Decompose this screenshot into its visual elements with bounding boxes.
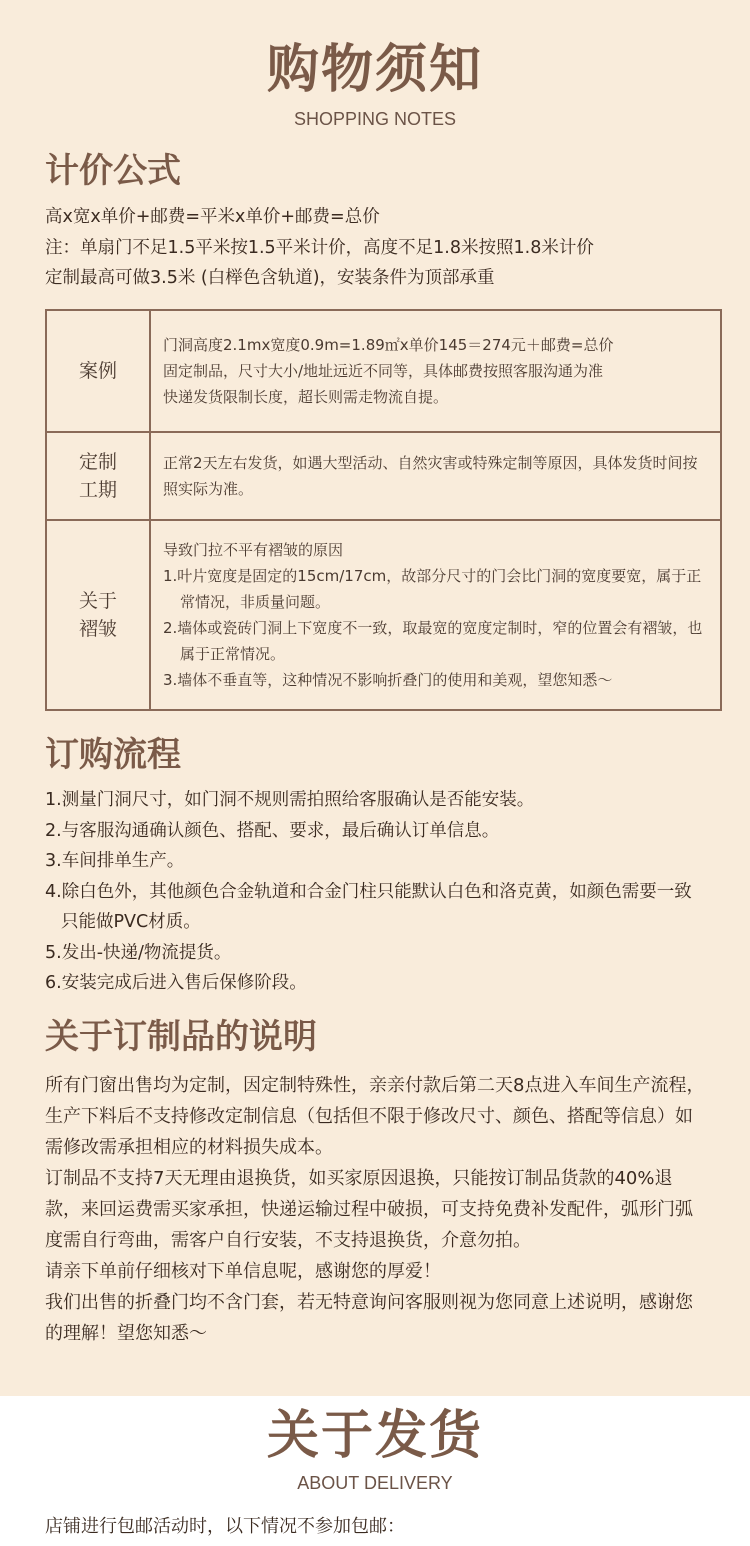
process-steps (45, 785, 705, 999)
list-item: 5.发出-快递/物流提货。 (45, 942, 232, 963)
paragraph: 所有门窗出售均为定制，因定制特殊性，亲亲付款后第二天8点进入车间生产流程，生产下料后不支持修改定制信息（包括但不限于修改尺寸、颜色、搭配等信息）如需修改需承担相应的材料损失成本。 (45, 1075, 705, 1158)
pricing-line: 注：单扇门不足1.5平米按1.5平米计价，高度不足1.8米按照1.8米计价 (45, 237, 594, 258)
pricing-title: 计价公式 (45, 151, 181, 191)
process-title: 订购流程 (45, 735, 181, 775)
row-content-wrinkles: 导致门拉不平有褶皱的原因 1.叶片宽度是固定的15cm/17cm，故部分尺寸的门会比门洞的宽度要宽，属于正常情况，非质量问题。 2.墙体或瓷砖门洞上下宽度不一致，取最宽的宽度定制时，窄的位置会有褶皱，也属于正常情况。 3.墙体不垂直等，这种情况不影响折叠门的使用和美观，望您知悉～ (150, 520, 721, 710)
paragraph: 请亲下单前仔细核对下单信息呢，感谢您的厚爱！ (45, 1261, 441, 1282)
row-label-lead-time: 定制 工期 (46, 432, 150, 520)
table-row (46, 520, 721, 710)
list-item: 4.除白色外，其他颜色合金轨道和合金门柱只能默认白色和洛克黄，如颜色需要一致只能做PVC材质。 (45, 881, 692, 932)
pricing-line: 定制最高可做3.5米 (白榉色含轨道)，安装条件为顶部承重 (45, 268, 495, 288)
delivery-section (0, 1396, 750, 1546)
row-content-lead-time: 正常2天左右发货，如遇大型活动、自然灾害或特殊定制等原因，具体发货时间按照实际为准。 (150, 432, 721, 520)
list-item: 2.与客服沟通确认颜色、搭配、要求，最后确认订单信息。 (45, 820, 500, 841)
info-table (45, 309, 722, 711)
row-label-wrinkles: 关于 褶皱 (46, 520, 150, 710)
list-item: 6.安装完成后进入售后保修阶段。 (45, 973, 307, 993)
pricing-lines (45, 202, 715, 294)
custom-title: 关于订制品的说明 (45, 1017, 317, 1057)
row-content-case: 门洞高度2.1mx宽度0.9m=1.89㎡x单价145＝274元＋邮费=总价 固定制品，尺寸大小/地址远近不同等，具体邮费按照客服沟通为准 快递发货限制长度，超长则需走物流自提。 (150, 310, 721, 432)
list-item: 1.测量门洞尺寸，如门洞不规则需拍照给客服确认是否能安装。 (45, 790, 535, 810)
table-row (46, 310, 721, 432)
paragraph: 我们出售的折叠门均不含门套，若无特意询问客服则视为您同意上述说明，感谢您的理解！望您知悉～ (45, 1292, 693, 1344)
paragraph: 订制品不支持7天无理由退换货，如买家原因退换，只能按订制品货款的40%退款，来回运费需买家承担，快递运输过程中破损，可支持免费补发配件，弧形门弧度需自行弯曲，需客户自行安装，不支持退换货，介意勿拍。 (45, 1168, 693, 1251)
custom-paragraphs (45, 1070, 707, 1349)
list-item: 3.车间排单生产。 (45, 851, 185, 871)
pricing-line: 高x宽x单价+邮费=平米x单价+邮费=总价 (45, 207, 380, 227)
delivery-title: 关于发货 (266, 1406, 483, 1466)
delivery-subtitle: ABOUT DELIVERY (297, 1473, 453, 1493)
table-row (46, 432, 721, 520)
delivery-note: 店铺进行包邮活动时，以下情况不参加包邮： (45, 1516, 405, 1537)
page-subtitle: SHOPPING NOTES (293, 109, 457, 129)
page-title: 购物须知 (266, 40, 483, 100)
row-label-case: 案例 (46, 310, 150, 432)
